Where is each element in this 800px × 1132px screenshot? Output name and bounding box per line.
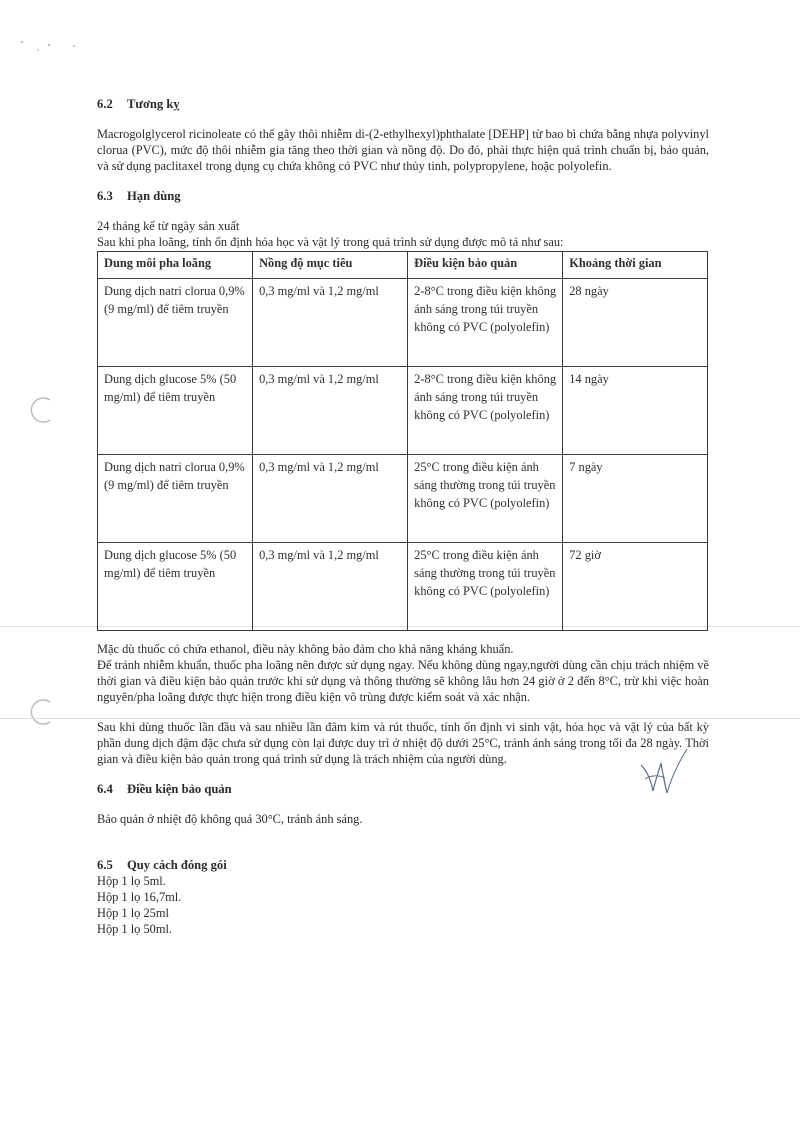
- table-header-cell: Dung môi pha loãng: [98, 252, 253, 279]
- table-cell: 25°C trong điều kiện ánh sáng thường trong túi truyền không có PVC (polyolefin): [408, 455, 563, 543]
- incompatibility-paragraph: Macrogolglycerol ricinoleate có thể gây thôi nhiễm di-(2-ethylhexyl)phthalate [DEHP] từ bao bì chứa bằng nhựa polyvinyl clorua (PVC), mức độ thôi nhiễm gia tăng theo thời gian và nồng độ. Do đó, phải thực hiện quá trình chuẩn bị, bảo quản, và sử dụng paclitaxel trong dụng cụ chứa không có PVC như thủy tinh, polypropylene, hoặc polyolefin.: [97, 127, 709, 173]
- scan-specks: [18, 36, 88, 56]
- table-row: [98, 367, 708, 455]
- section-heading-6-5: [97, 857, 709, 873]
- table-cell: Dung dịch natri clorua 0,9% (9 mg/ml) để tiêm truyền: [98, 279, 253, 367]
- list-item: Hộp 1 lọ 5ml.: [97, 874, 166, 888]
- storage-conditions-text: Bảo quản ở nhiệt độ không quá 30°C, tránh ánh sáng.: [97, 812, 363, 826]
- table-cell: 2-8°C trong điều kiện không ánh sáng trong túi truyền không có PVC (polyolefin): [408, 279, 563, 367]
- table-cell: 0,3 mg/ml và 1,2 mg/ml: [253, 455, 408, 543]
- table-cell: 2-8°C trong điều kiện không ánh sáng trong túi truyền không có PVC (polyolefin): [408, 367, 563, 455]
- table-header-row: [98, 252, 708, 279]
- list-item: Hộp 1 lọ 50ml.: [97, 922, 173, 936]
- table-cell: 0,3 mg/ml và 1,2 mg/ml: [253, 279, 408, 367]
- handwritten-signature-mark: [637, 745, 697, 800]
- table-row: [98, 543, 708, 631]
- table-cell: 0,3 mg/ml và 1,2 mg/ml: [253, 367, 408, 455]
- section-number: 6.4: [97, 782, 113, 796]
- dilution-intro-line: Sau khi pha loãng, tính ổn định hóa học và vật lý trong quá trình sử dụng được mô tả như sau:: [97, 235, 564, 249]
- list-item: Hộp 1 lọ 16,7ml.: [97, 890, 182, 904]
- table-header-cell: Khoảng thời gian: [563, 252, 708, 279]
- table-cell: 72 giờ: [563, 543, 708, 631]
- section-title: Quy cách đóng gói: [127, 858, 227, 872]
- section-title: Tương kỵ: [127, 97, 180, 111]
- section-heading-6-2: [97, 96, 709, 112]
- table-cell: 28 ngày: [563, 279, 708, 367]
- ethanol-note: Mặc dù thuốc có chứa ethanol, điều này không bảo đảm cho khả năng kháng khuẩn.: [97, 642, 514, 656]
- table-header-cell: Điều kiện bảo quản: [408, 252, 563, 279]
- section-title: Điều kiện bảo quản: [127, 782, 232, 796]
- punch-hole-mark: [28, 395, 56, 425]
- list-item: Hộp 1 lọ 25ml: [97, 906, 169, 920]
- stability-table: [97, 251, 708, 631]
- document-content: [97, 96, 709, 937]
- punch-hole-mark: [28, 697, 56, 727]
- in-use-stability-note: Sau khi dùng thuốc lần đầu và sau nhiều lần đâm kim và rút thuốc, tính ổn định vi sinh vật, hóa học và vật lý của bất kỳ phần dung dịch đậm đặc chưa sử dụng còn lại được duy trì ở nhiệt độ dưới 25°C, tránh ánh sáng trong tối đa 28 ngày. Thời gian và điều kiện bảo quản trong quá trình sử dụng là trách nhiệm của người dùng.: [97, 720, 709, 766]
- section-number: 6.5: [97, 858, 113, 872]
- packaging-list: [97, 873, 709, 937]
- table-cell: 0,3 mg/ml và 1,2 mg/ml: [253, 543, 408, 631]
- table-cell: 25°C trong điều kiện ánh sáng thường trong túi truyền không có PVC (polyolefin): [408, 543, 563, 631]
- table-cell: 7 ngày: [563, 455, 708, 543]
- contamination-note: Để tránh nhiễm khuẩn, thuốc pha loãng nên được sử dụng ngay. Nếu không dùng ngay,người dùng cần chịu trách nhiệm về thời gian và điều kiện bảo quản trước khi sử dụng và thông thường sẽ không lâu hơn 24 giờ ở 2 đến 8°C, trừ khi việc hoàn nguyên/pha loãng được thực hiện trong điều kiện vô trùng được kiểm soát và xác nhận.: [97, 658, 709, 704]
- section-title: Hạn dùng: [127, 189, 181, 203]
- table-row: [98, 279, 708, 367]
- section-heading-6-3: [97, 188, 709, 204]
- section-number: 6.2: [97, 97, 113, 111]
- table-cell: Dung dịch glucose 5% (50 mg/ml) để tiêm truyền: [98, 543, 253, 631]
- table-cell: Dung dịch natri clorua 0,9% (9 mg/ml) để tiêm truyền: [98, 455, 253, 543]
- table-row: [98, 455, 708, 543]
- table-header-cell: Nồng độ mục tiêu: [253, 252, 408, 279]
- shelf-life-line: 24 tháng kể từ ngày sản xuất: [97, 219, 240, 233]
- section-heading-6-4: [97, 781, 709, 797]
- table-cell: 14 ngày: [563, 367, 708, 455]
- table-cell: Dung dịch glucose 5% (50 mg/ml) để tiêm truyền: [98, 367, 253, 455]
- section-number: 6.3: [97, 189, 113, 203]
